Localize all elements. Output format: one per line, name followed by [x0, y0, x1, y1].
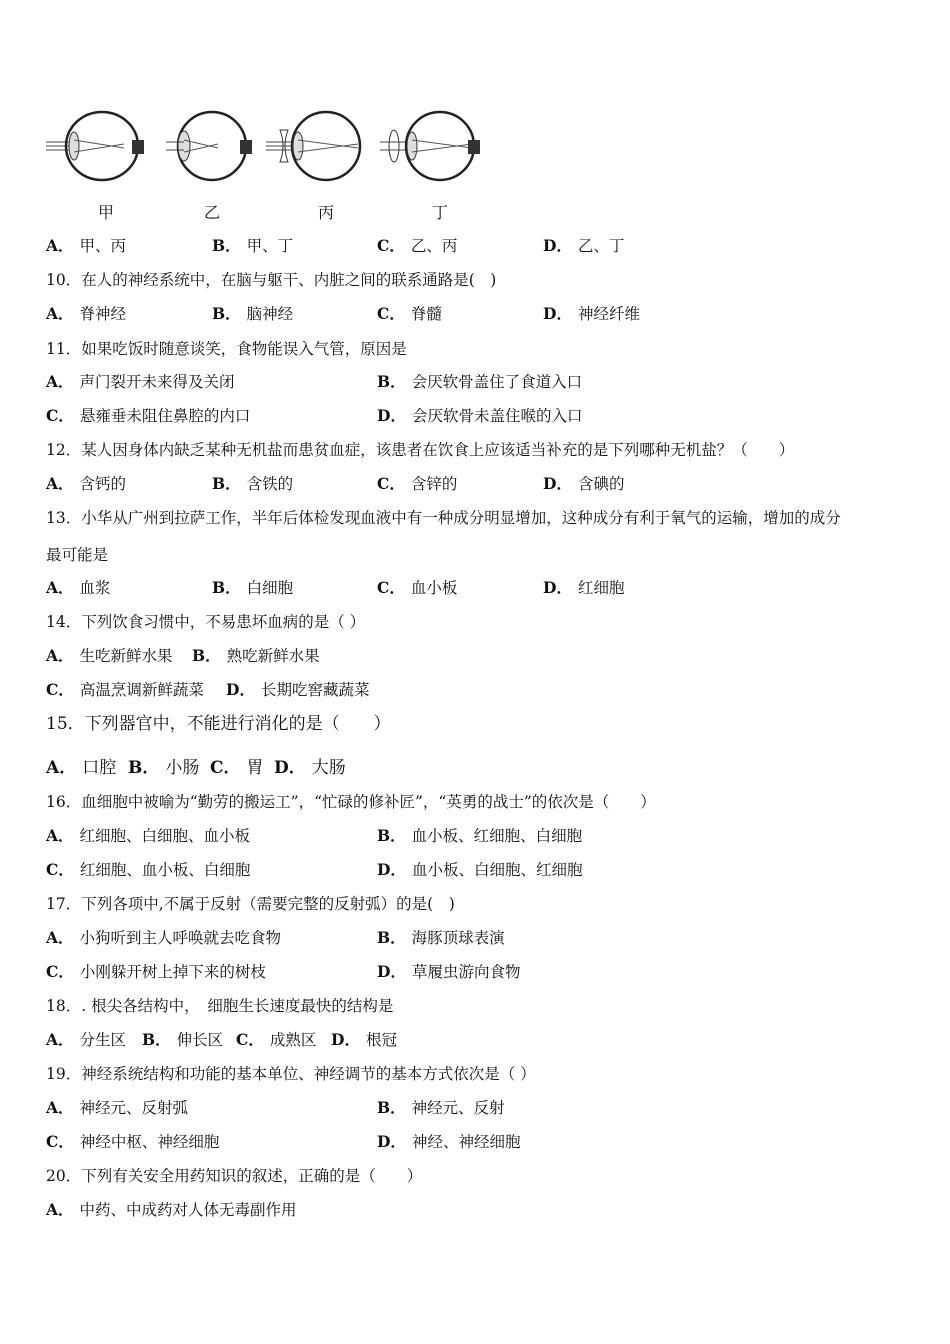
option-c[interactable]: C． 神经中枢、神经细胞 — [46, 1132, 220, 1151]
option-a[interactable]: A． 生吃新鲜水果 — [46, 646, 173, 665]
option-b[interactable]: B． 含铁的 — [212, 474, 294, 493]
option-d[interactable]: D． 会厌软骨未盖住喉的入口 — [377, 406, 583, 425]
option-a[interactable]: A． 口腔 — [46, 758, 117, 778]
option-c[interactable]: C． 脊髓 — [377, 304, 442, 323]
option-b[interactable]: B． 甲、丁 — [212, 236, 294, 255]
option-d[interactable]: D． 长期吃窖藏蔬菜 — [226, 680, 370, 699]
eye-icon — [156, 104, 256, 194]
eye-icon — [380, 104, 480, 194]
option-c[interactable]: C． 悬雍垂未阻住鼻腔的内口 — [46, 406, 251, 425]
option-b[interactable]: B． 伸长区 — [142, 1030, 224, 1049]
option-a[interactable]: A． 脊神经 — [46, 304, 127, 323]
question-stem: 16．血细胞中被喻为“勤劳的搬运工”，“忙碌的修补匠”，“英勇的战士”的依次是（ ） — [46, 793, 656, 811]
option-a[interactable]: A． 中药、中成药对人体无毒副作用 — [46, 1200, 297, 1219]
option-a[interactable]: A． 神经元、反射弧 — [46, 1098, 189, 1117]
question-stem: 20．下列有关安全用药知识的叙述，正确的是（ ） — [46, 1167, 423, 1185]
option-c[interactable]: C． 红细胞、血小板、白细胞 — [46, 860, 251, 879]
eye-diagram-ding — [380, 104, 480, 194]
figure-label-ding: 丁 — [431, 203, 448, 222]
option-d[interactable]: D． 神经、神经细胞 — [377, 1132, 521, 1151]
option-d[interactable]: D． 草履虫游向食物 — [377, 962, 521, 981]
option-c[interactable]: C． 高温烹调新鲜蔬菜 — [46, 680, 204, 699]
eye-icon — [44, 104, 144, 194]
eye-diagram-bing — [266, 104, 366, 194]
question-stem: 11．如果吃饭时随意谈笑，食物能误入气管，原因是 — [46, 340, 407, 358]
option-a[interactable]: A． 小狗听到主人呼唤就去吃食物 — [46, 928, 282, 947]
option-d[interactable]: D． 红细胞 — [543, 578, 625, 597]
question-stem-line-2: 最可能是 — [46, 546, 109, 564]
option-d[interactable]: D． 血小板、白细胞、红细胞 — [377, 860, 583, 879]
option-a[interactable]: A． 声门裂开未来得及关闭 — [46, 372, 235, 391]
question-stem: 10．在人的神经系统中，在脑与躯干、内脏之间的联系通路是( ) — [46, 271, 497, 289]
eye-icon — [266, 104, 366, 194]
option-c[interactable]: C． 小刚躲开树上掉下来的树枝 — [46, 962, 266, 981]
option-b[interactable]: B． 脑神经 — [212, 304, 294, 323]
question-stem: 12．某人因身体内缺乏某种无机盐而患贫血症，该患者在饮食上应该适当补充的是下列哪种无机盐？（ ） — [46, 441, 795, 459]
figure-label-yi: 乙 — [203, 203, 220, 222]
option-c[interactable]: C． 含锌的 — [377, 474, 458, 493]
option-b[interactable]: B． 海豚顶球表演 — [377, 928, 505, 947]
option-a[interactable]: A． 甲、丙 — [46, 236, 127, 255]
option-d[interactable]: D． 含碘的 — [543, 474, 625, 493]
option-d[interactable]: D． 神经纤维 — [543, 304, 640, 323]
eye-diagram-jia — [44, 104, 144, 194]
option-c[interactable]: C． 胃 — [210, 758, 264, 778]
question-stem: 14．下列饮食习惯中，不易患坏血病的是（ ） — [46, 613, 366, 631]
option-a[interactable]: A． 分生区 — [46, 1030, 127, 1049]
option-b[interactable]: B． 熟吃新鲜水果 — [192, 646, 320, 665]
option-c[interactable]: C． 乙、丙 — [377, 236, 458, 255]
question-stem: 15．下列器官中，不能进行消化的是（ ） — [46, 714, 391, 734]
question-stem: 18．. 根尖各结构中， 细胞生长速度最快的结构是 — [46, 997, 394, 1015]
figure-label-bing: 丙 — [317, 203, 334, 222]
question-stem-line-1: 13．小华从广州到拉萨工作，半年后体检发现血液中有一种成分明显增加，这种成分有利于氧气的运输，增加的成分 — [46, 509, 841, 527]
eye-diagram-figure — [44, 104, 494, 224]
option-c[interactable]: C． 成熟区 — [236, 1030, 317, 1049]
option-d[interactable]: D． 根冠 — [331, 1030, 397, 1049]
eye-diagram-yi — [156, 104, 256, 194]
option-b[interactable]: B． 神经元、反射 — [377, 1098, 505, 1117]
option-b[interactable]: B． 小肠 — [128, 758, 200, 778]
option-d[interactable]: D． 乙、丁 — [543, 236, 625, 255]
question-stem: 17．下列各项中,不属于反射（需要完整的反射弧）的是( ) — [46, 895, 455, 913]
option-d[interactable]: D． 大肠 — [274, 758, 346, 778]
question-stem: 19．神经系统结构和功能的基本单位、神经调节的基本方式依次是（ ） — [46, 1065, 536, 1083]
option-b[interactable]: B． 血小板、红细胞、白细胞 — [377, 826, 583, 845]
option-a[interactable]: A． 血浆 — [46, 578, 111, 597]
option-a[interactable]: A． 含钙的 — [46, 474, 127, 493]
option-b[interactable]: B． 会厌软骨盖住了食道入口 — [377, 372, 583, 391]
option-b[interactable]: B． 白细胞 — [212, 578, 294, 597]
option-c[interactable]: C． 血小板 — [377, 578, 458, 597]
figure-label-jia: 甲 — [97, 203, 114, 222]
option-a[interactable]: A． 红细胞、白细胞、血小板 — [46, 826, 251, 845]
